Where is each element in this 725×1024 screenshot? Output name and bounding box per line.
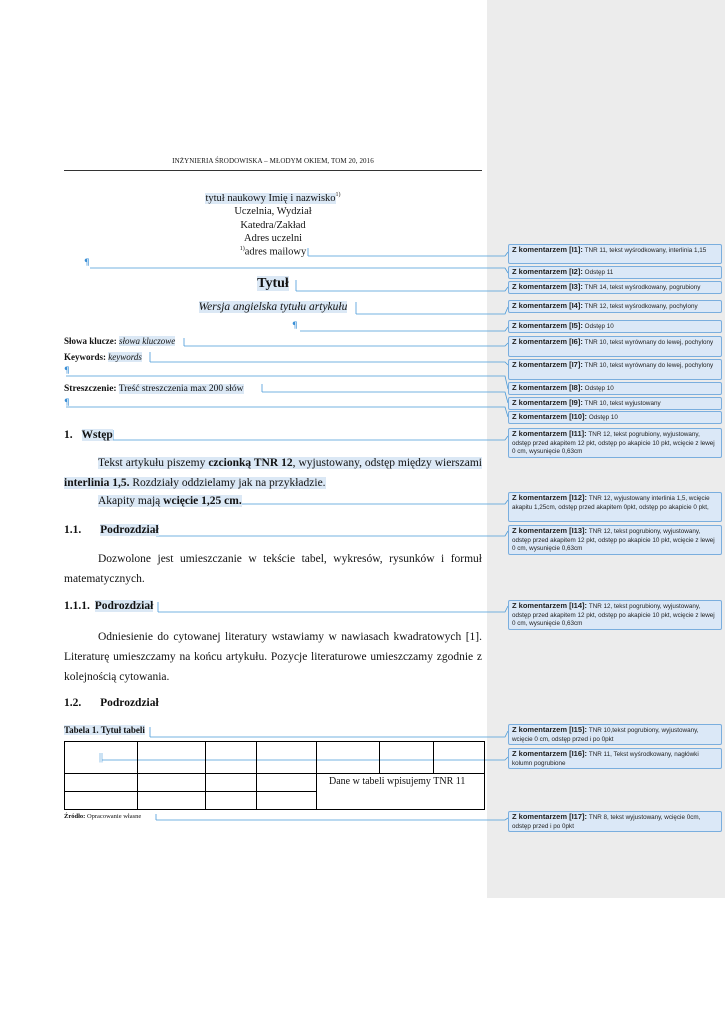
comment-balloon-i6[interactable]: Z komentarzem [I6]: TNR 10, tekst wyrównany do lewej, pochylony	[508, 336, 722, 357]
data-table	[64, 741, 485, 810]
table-cell	[137, 792, 205, 810]
para1-part1: Tekst artykułu piszemy	[98, 457, 209, 469]
section-1-1-1-title: Podrozdział	[94, 600, 154, 612]
paragraph-4: Odniesienie do cytowanej literatury wstawiamy w nawiasach kwadratowych [1]. Literaturę umieszczamy na końcu artykułu. Pozycje literaturowe umieszczamy zgodnie z kolejnością cytowania.	[64, 631, 482, 683]
table-cell	[256, 792, 316, 810]
section-1-title: Wstęp	[81, 429, 113, 441]
title-line	[64, 276, 482, 292]
section-1-2-heading	[64, 697, 159, 709]
para1-part3: Rozdziały oddzielamy jak na przykładzie.	[129, 477, 326, 489]
para1-bold1: czcionką TNR 12	[208, 457, 293, 469]
comment-balloon-i1[interactable]: Z komentarzem [I1]: TNR 11, tekst wyśrodkowany, interlinia 1,15	[508, 244, 722, 264]
comment-balloon-i9[interactable]: Z komentarzem [I9]: TNR 10, tekst wyjustowany	[508, 397, 722, 410]
comment-balloon-i4[interactable]: Z komentarzem [I4]: TNR 12, tekst wyśrodkowany, pochylony	[508, 300, 722, 313]
keywords-en-line	[64, 352, 142, 362]
source-text: Opracowanie własne	[86, 813, 142, 820]
table-caption: Tabela 1. Tytuł tabeli	[64, 725, 145, 735]
para1-part2: , wyjustowany, odstęp między wierszami	[292, 457, 482, 469]
article-title-en: Wersja angielska tytułu artykułu	[198, 301, 348, 313]
paragraph-2	[64, 491, 482, 511]
abstract-text: Treść streszczenia max 200 słów	[118, 384, 244, 394]
paragraph-3: Dozwolone jest umieszczanie w tekście tabel, wykresów, rysunków i formuł matematycznych.	[64, 553, 482, 585]
keywords-en-label: Keywords:	[64, 352, 106, 362]
keywords-en-value: keywords	[108, 352, 142, 362]
paragraph-1	[64, 453, 482, 493]
pilcrow-4: ¶	[64, 398, 70, 408]
abstract-label: Streszczenie:	[64, 384, 117, 394]
comment-balloon-i13[interactable]: Z komentarzem [I13]: TNR 12, tekst pogrubiony, wyjustowany, odstęp przed akapitem 12 pkt, odstęp po akapicie 10 pkt, wcięcie z lewej 0 cm, wysunięcie 0,63cm	[508, 525, 722, 555]
comment-balloon-i11[interactable]: Z komentarzem [I11]: TNR 12, tekst pogrubiony, wyjustowany, odstęp przed akapitem 12 pkt, odstęp po akapicie 10 pkt, wcięcie z lewej 0 cm, wysunięcie 0,63cm	[508, 428, 722, 458]
table-cell	[206, 742, 257, 774]
para2-bold1: wcięcie 1,25 cm.	[163, 495, 242, 507]
pilcrow-3: ¶	[64, 366, 70, 376]
section-1-heading	[64, 429, 113, 441]
table-cell	[206, 774, 257, 792]
comment-balloon-i3[interactable]: Z komentarzem [I3]: TNR 14, tekst wyśrodkowany, pogrubiony	[508, 281, 722, 294]
author-sup: 1)	[335, 192, 341, 198]
section-1-num: 1.	[64, 429, 73, 441]
comment-balloon-i7[interactable]: Z komentarzem [I7]: TNR 10, tekst wyrównany do lewej, pochylony	[508, 359, 722, 380]
table-cell	[379, 742, 434, 774]
author-name-line	[64, 192, 482, 204]
table-cell	[65, 774, 138, 792]
para2-part1: Akapity mają	[98, 495, 164, 507]
section-1-2-num: 1.2.	[64, 697, 82, 709]
comment-balloon-i5[interactable]: Z komentarzem [I5]: Odstęp 10	[508, 320, 722, 333]
section-1-2-title: Podrozdział	[100, 697, 159, 709]
comment-balloon-i15[interactable]: Z komentarzem [I15]: TNR 10,tekst pogrubiony, wyjustowany, wcięcie 0 cm, odstęp przed i po 0pkt	[508, 724, 722, 745]
table-cell	[206, 792, 257, 810]
table-cell: ||	[65, 742, 138, 774]
author-email-line	[64, 246, 482, 258]
article-title: Tytuł	[257, 276, 289, 291]
author-name: tytuł naukowy Imię i nazwisko	[205, 192, 336, 204]
table-cell	[256, 742, 316, 774]
header-rule	[64, 170, 482, 171]
author-university: Uczelnia, Wydział	[234, 206, 312, 217]
email-sup: 1)	[239, 246, 245, 252]
table-caption-line	[64, 725, 145, 735]
keywords-pl-value: słowa kluczowe	[119, 336, 176, 346]
title-en-line	[64, 301, 482, 313]
comment-balloon-i2[interactable]: Z komentarzem [I2]: Odstęp 11	[508, 266, 722, 279]
comment-balloon-i12[interactable]: Z komentarzem [I12]: TNR 12, wyjustowany interlinia 1,5, wcięcie akapitu 1,25cm, odstęp przed akapitem 0pkt, odstęp po akapicie 0 pkt,	[508, 492, 722, 522]
keywords-pl-label: Słowa klucze:	[64, 336, 117, 346]
source-label: Źródło:	[64, 813, 86, 820]
author-department: Katedra/Zakład	[240, 220, 306, 231]
comment-balloon-i14[interactable]: Z komentarzem [I14]: TNR 12, tekst pogrubiony, wyjustowany, odstęp przed akapitem 12 pkt, odstęp po akapicie 10 pkt, wcięcie z lewej 0 cm, wysunięcie 0,63cm	[508, 600, 722, 630]
pilcrow-1: ¶	[84, 258, 90, 268]
table-cell	[256, 774, 316, 792]
table-source-line	[64, 813, 141, 820]
pilcrow-2: ¶	[292, 321, 298, 331]
comment-balloon-i10[interactable]: Z komentarzem [I10]: Odstęp 10	[508, 411, 722, 424]
table-merged-cell: Dane w tabeli wpisujemy TNR 11	[317, 774, 485, 810]
keywords-pl-line	[64, 336, 175, 346]
section-1-1-title: Podrozdział	[100, 524, 159, 536]
table-cell	[434, 742, 485, 774]
section-1-1-num: 1.1.	[64, 524, 82, 536]
table-row	[65, 774, 485, 792]
comment-balloon-i16[interactable]: Z komentarzem [I16]: TNR 11, Tekst wyśrodkowany, nagłówki kolumn pogrubione	[508, 748, 722, 769]
table-row	[65, 742, 485, 774]
para1-bold2: interlinia 1,5.	[64, 477, 130, 489]
author-email: adres mailowy	[244, 246, 307, 258]
table-cell	[137, 742, 205, 774]
abstract-line	[64, 384, 244, 394]
table-cell	[317, 742, 380, 774]
section-1-1-1-num: 1.1.1.	[64, 600, 90, 612]
comment-balloon-i8[interactable]: Z komentarzem [I8]: Odstęp 10	[508, 382, 722, 395]
table-cell	[65, 792, 138, 810]
author-address: Adres uczelni	[243, 233, 303, 244]
section-1-1-heading	[64, 524, 159, 536]
section-1-1-1-heading	[64, 600, 153, 612]
table-cell	[137, 774, 205, 792]
comment-balloon-i17[interactable]: Z komentarzem [I17]: TNR 8, tekst wyjustowany, wcięcie 0cm, odstęp przed i po 0pkt	[508, 811, 722, 832]
running-header: INŻYNIERIA ŚRODOWISKA – MŁODYM OKIEM, TOM 20, 2016	[172, 157, 374, 165]
